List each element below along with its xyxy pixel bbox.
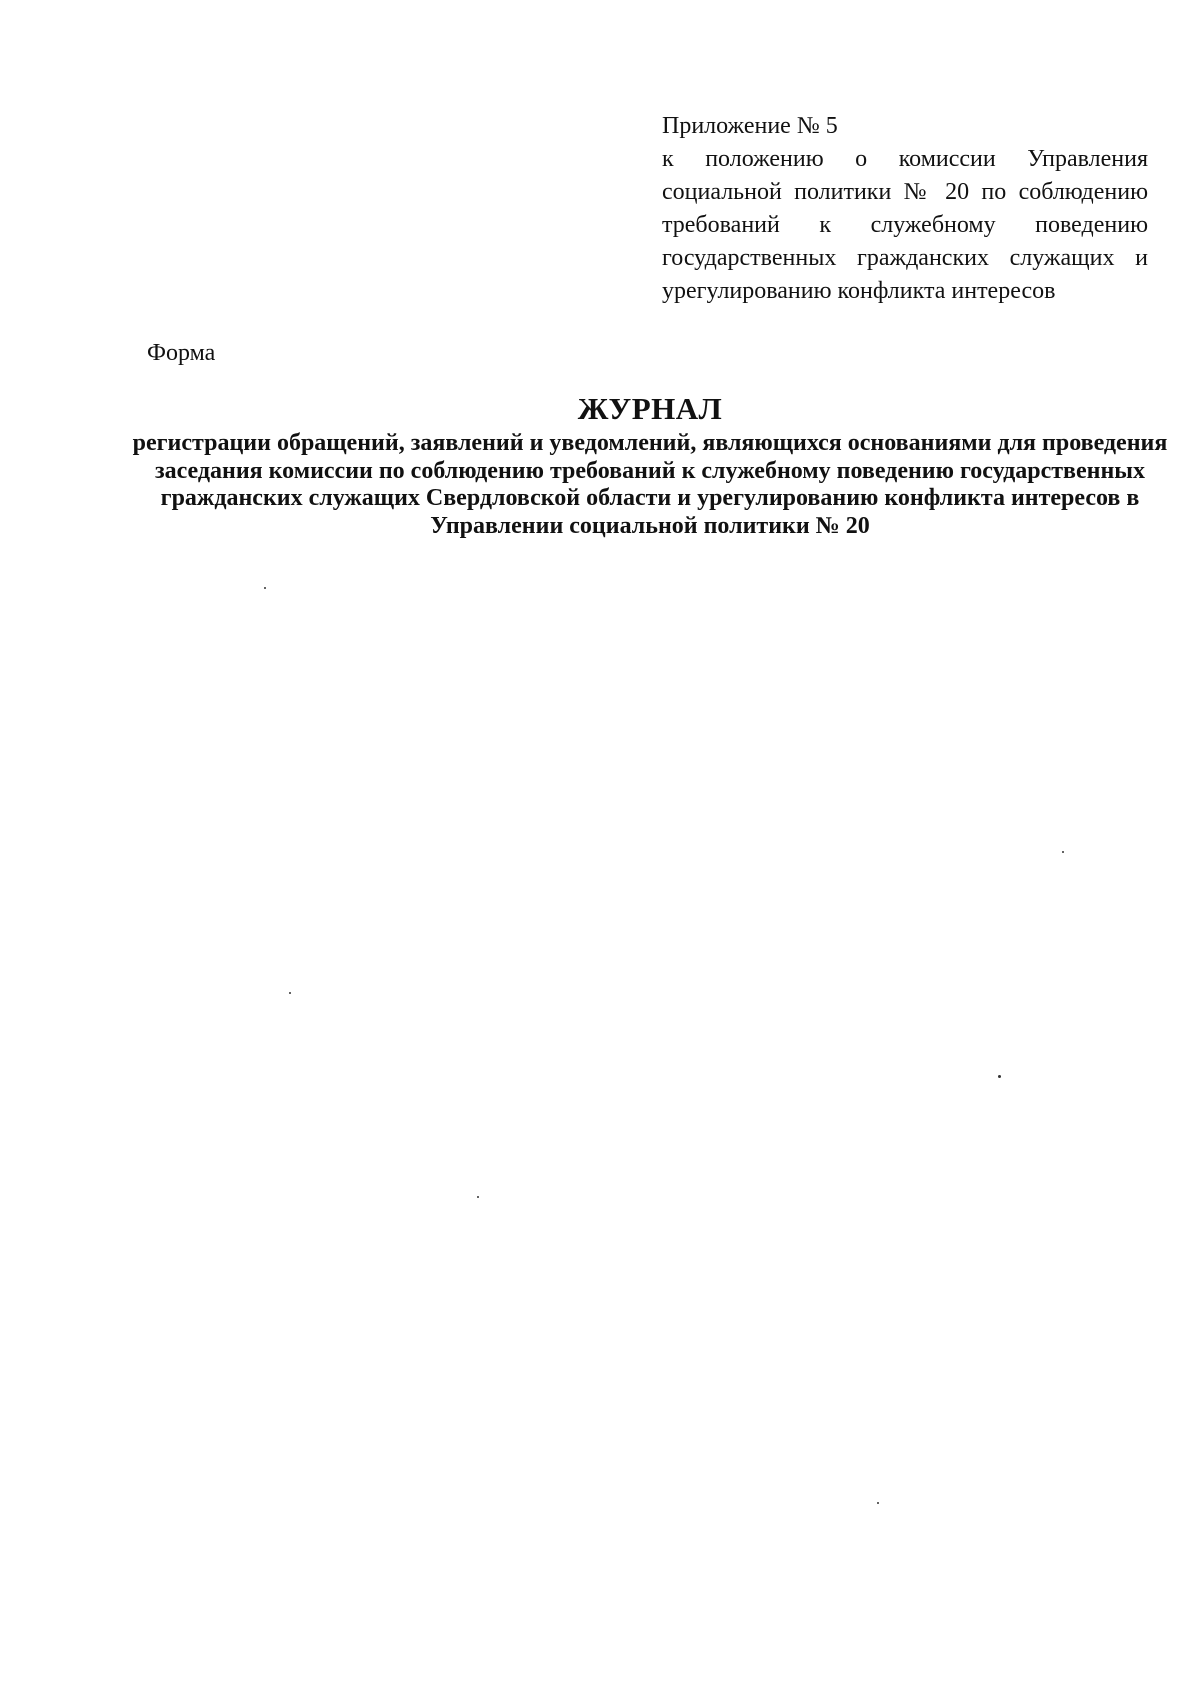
appendix-block [662,110,1148,308]
scan-speck [289,992,291,994]
scan-speck [998,1075,1001,1078]
appendix-title: Приложение № 5 [662,113,838,139]
journal-heading [100,390,1200,540]
journal-subtitle: регистрации обращений, заявлений и уведомлений, являющихся основаниями для проведения заседания комиссии по соблюдению требований к служебному поведению государственных гражданских служащих Свердловской области и урегулированию конфликта интересов в Управлении социальной политики № 20 [132,430,1168,539]
scan-speck [1062,851,1064,853]
journal-title: ЖУРНАЛ [577,391,723,426]
scan-speck [264,587,266,589]
form-label: Форма [147,340,216,366]
scan-speck [877,1502,879,1504]
scan-speck [477,1196,479,1198]
appendix-body: к положению о комиссии Управления социальной политики № 20 по соблюдению требований к служебному поведению государственных гражданских служащих и урегулированию конфликта интересов [662,146,1148,304]
